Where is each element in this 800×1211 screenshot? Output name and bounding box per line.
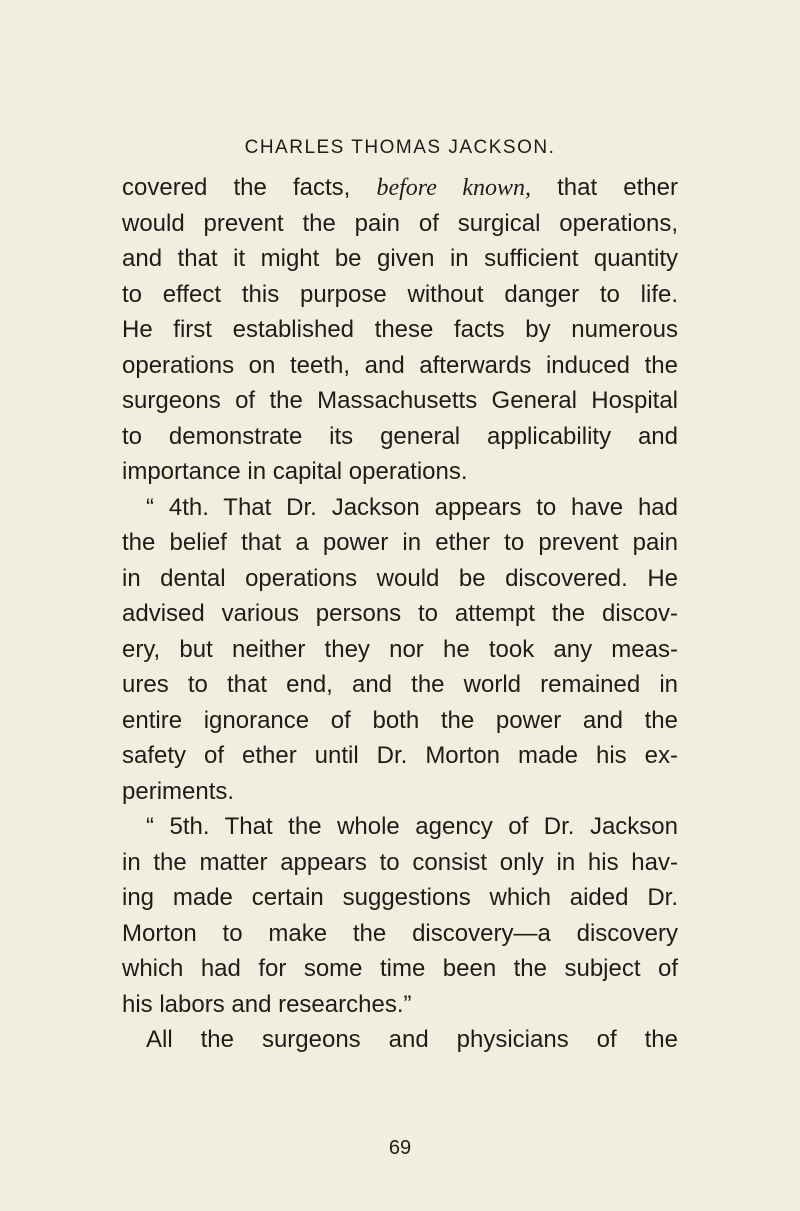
text-line: periments. [122,777,235,805]
text-line: All the surgeons and physicians of the [146,1026,678,1053]
text-line: his labors and researches.” [122,990,412,1018]
text-line: advised various persons to attempt the discov- [122,600,678,627]
text-line: “ 4th. That Dr. Jackson appears to have had [146,493,678,521]
text-line: which had for some time been the subject of [122,955,678,982]
text-line: operations on teeth, and afterwards induced the [122,351,678,379]
text-line: would prevent the pain of surgical operations, [122,209,678,237]
text-line: ery, but neither they nor he took any meas- [122,635,678,663]
body-text [122,170,678,1058]
italic-phrase: before known, [376,175,532,201]
text-line: “ 5th. That the whole agency of Dr. Jackson [146,813,678,840]
text-line: and that it might be given in sufficient quantity [122,245,678,272]
text-line: in dental operations would be discovered. He [122,564,678,592]
text-line: safety of ether until Dr. Morton made his ex- [122,742,678,769]
text-line: covered the facts, before known, that ether [122,174,678,201]
text-line: to demonstrate its general applicability and [122,422,678,450]
running-head: CHARLES THOMAS JACKSON. [244,137,556,158]
text-line: entire ignorance of both the power and the [122,706,678,734]
text-line: in the matter appears to consist only in his hav- [122,848,678,876]
text-line: to effect this purpose without danger to life. [122,280,678,308]
text-line: Morton to make the discovery—a discovery [122,919,678,947]
text-line: surgeons of the Massachusetts General Hospital [122,387,678,414]
text-line: He first established these facts by numerous [122,316,678,343]
text-line: importance in capital operations. [122,458,468,485]
text-line: ing made certain suggestions which aided Dr. [122,884,678,911]
text-line: ures to that end, and the world remained in [122,671,678,698]
text-line: the belief that a power in ether to prevent pain [122,529,678,556]
page-number: 69 [388,1137,412,1159]
